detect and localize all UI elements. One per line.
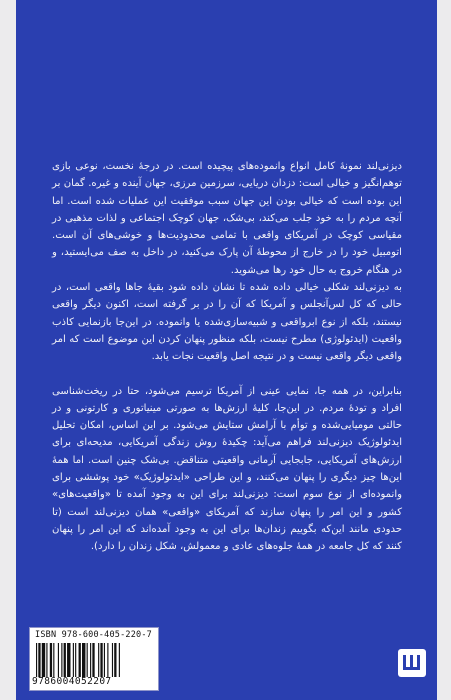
barcode-bars [36,643,152,677]
barcode-bar [104,643,105,677]
barcode-bar [42,643,45,677]
barcode-bar [112,643,113,677]
barcode-bar [114,643,116,677]
paragraph-3: بنابراین، در همه جا، نمایی عینی از آمریکا ترسیم می‌شود، حتا در ریخت‌شناسی افراد و تودهٔ مردم. در این‌جا، کلیهٔ ارزش‌ها به صورتی مینیاتوری و کارتونی و در حالتی مومیایی‌شده و توأم با آرامش ستایش می‌شود. بر این اساس، امکان تحلیل ایدئولوژیک دیزنی‌لند فراهم می‌آید: چکیدهٔ روش زندگی آمریکایی، مدیحه‌ای برای ارزش‌های آمریکایی، جابجایی آرمانی واقعیتی متناقض. بی‌شک چنین است. اما همهٔ این‌ها چیز دیگری را پنهان می‌کنند، و این طراحی «ایدئولوژیک» خود پوششی برای وانموده‌ای از نوع سوم است: دیزنی‌لند برای این به وجود آمده تا «واقعیت‌های» کشور و این امر را پنهان سازند که آمریکای «واقعی» همان دیزنی‌لند است (تا حدودی مانند این‌که بگوییم زندان‌ها برای این به وجود آمده‌اند که این امر را پنهان کنند که کل جامعه در همهٔ جلوه‌های عادی و معمولش، شکل زندان را دارد). [52,385,402,553]
barcode-bar [58,643,59,677]
barcode-bar [82,643,85,677]
barcode-bar [64,643,66,677]
isbn-barcode [29,627,159,691]
barcode-bar [50,643,52,677]
barcode-bar [36,643,37,677]
paragraph-2: به دیزنی‌لند شکلی خیالی داده شده تا نشان داده شود بقیهٔ جاها واقعی است، در حالی که کل لس‌آنجلس و آمریکا که آن را در بر گرفته است، اکنون دیگر واقعی نیستند، بلکه از نوع ابرواقعی و شبیه‌سازی‌شده یا وانموده. در این‌جا بازنمایی کاذب واقعیت (ایدئولوژی) مطرح نیست، بلکه منظور پنهان کردن این موضوع است که امر واقعی دیگر واقعی نیست و در نتیجه اصل واقعیت نجات یابد. [52,282,402,363]
barcode-bar [46,643,47,677]
blurb-text [52,158,402,556]
barcode-bar [75,643,76,677]
barcode-bar [38,643,40,677]
barcode-bar [100,643,102,677]
publisher-logo-icon [398,649,426,677]
paragraph-1: دیزنی‌لند نمونهٔ کامل انواع وانموده‌های پیچیده است. در درجهٔ نخست، نوعی بازی توهم‌انگیز و خیالی است: دزدان دریایی، سرزمین مرزی، جهان آینده و غیره. گمان بر این بوده است که خیالی بودن این جهان سبب موفقیت این عملیات شده است. اما آنچه مردم را به خود جلب می‌کند، بی‌شک، جهان کوچک اجتماعی و لذات مذهبی در مقیاسی کوچک در آمریکای واقعی با تمامی محدودیت‌ها و خوشی‌های آن است. اتومبیل خود را در خارج از محوطهٔ آن پارک می‌کنید، در داخل به صف می‌ایستید، و در هنگام خروج به حال خود رها می‌شوید. [52,161,402,276]
barcode-digits: 9786004052207 [32,676,112,687]
barcode-bar [61,643,62,677]
barcode-bar [107,643,108,677]
barcode-bar [53,643,54,677]
barcode-bar [98,643,99,677]
paragraph-spacer [52,366,402,383]
isbn-label: ISBN 978-600-405-220-7 [35,630,152,640]
barcode-bar [67,643,70,677]
barcode-bar [90,643,91,677]
barcode-bar [79,643,81,677]
barcode-bar [87,643,88,677]
barcode-bar [92,643,94,677]
barcode-bar [119,643,120,677]
barcode-bar [73,643,74,677]
